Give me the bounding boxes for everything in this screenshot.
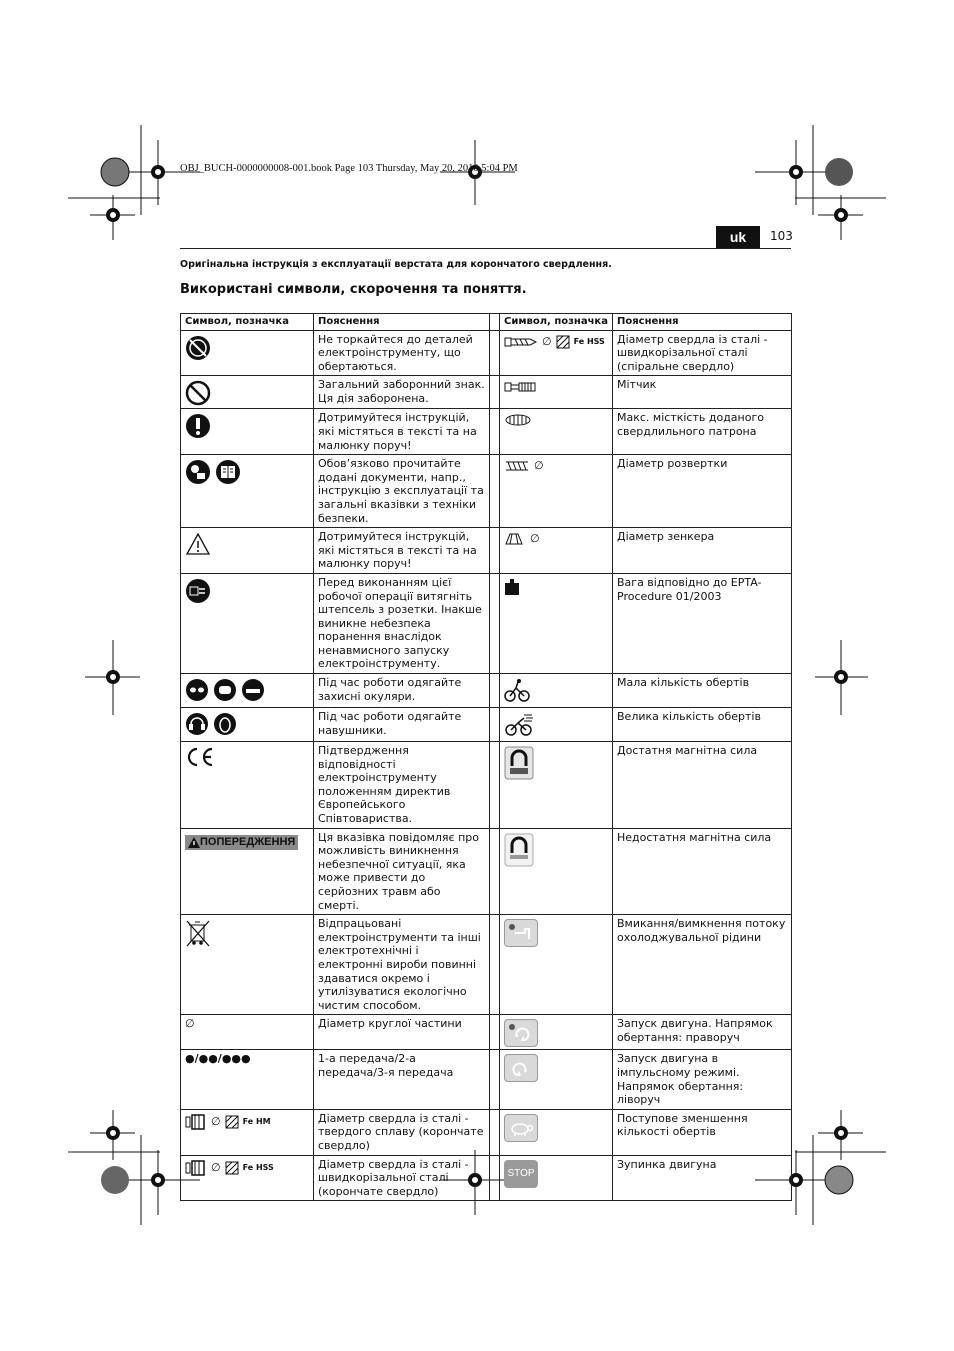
material-label: Fe HM [242,1116,271,1126]
magnet-insufficient-icon [504,833,534,867]
table-row [181,708,792,742]
explanation-text: Обов’язково прочитайте додані документи, напр., інструкцію з експлуатації та загальні вказівки з техніки безпеки. [314,455,490,528]
page-number: 103 [770,229,793,243]
document-subtitle: Оригінальна інструкція з експлуатації верстата для корончатого свердлення. [180,259,612,270]
explanation-text: Достатня магнітна сила [613,742,792,829]
table-row [181,828,792,915]
manual-book-icon [215,459,241,485]
material-icon [225,1161,239,1175]
stop-button-icon [504,1160,538,1188]
explanation-text: Діаметр свердла із сталі - швидкорізальної сталі (корончате свердло) [314,1155,490,1201]
tap-icon [504,380,538,394]
table-row [181,573,792,673]
book-info-line: OBJ_BUCH-0000000008-001.book Page 103 Thursday, May 20, 2010 5:04 PM [180,163,518,174]
coolant-tap-icon [507,922,535,944]
explanation-text: Відпрацьовані електроінструменти та інші електротехнічні і електронні вироби повинні здаватися окремо і утилізуватися екологічно чистим способом. [314,915,490,1015]
material-icon [225,1115,239,1129]
explanation-text: Запуск двигуна. Напрямок обертання: праворуч [613,1015,792,1050]
warning-badge-icon [185,835,298,851]
diameter-symbol: ∅ [542,334,552,348]
explanation-text: Макс. місткість доданого свердлильного патрона [613,409,792,455]
explanation-text: Дотримуйтеся інструкцій, які містяться в тексті та на малюнку поруч! [314,528,490,574]
explanation-text: Велика кількість обертів [613,708,792,742]
language-tab: uk [716,226,760,248]
twist-drill-icon [504,335,538,349]
diameter-symbol: ∅ [185,1017,195,1031]
symbols-table [180,313,792,1201]
start-ccw-button-icon [504,1054,538,1082]
reamer-icon [504,459,530,473]
table-row [181,528,792,574]
material-label: Fe HSS [242,1162,274,1172]
explanation-text: Діаметр зенкера [613,528,792,574]
weight-icon [504,578,520,596]
explanation-text: Перед виконанням цієї робочої операції витягніть штепсель з розетки. Інакше виникне небезпека поранення внаслідок ненавмисного запуску електроінструменту. [314,573,490,673]
column-gap [490,314,500,331]
table-row [181,742,792,829]
explanation-text: Діаметр свердла із сталі - твердого сплаву (корончате свердло) [314,1109,490,1155]
table-header-row [181,314,792,331]
header-rule [180,248,791,249]
mandatory-icon [185,413,211,439]
column-header-explanation: Пояснення [613,314,792,331]
explanation-text: Вага відповідно до EPTA-Procedure 01/2003 [613,573,792,673]
rotate-ccw-icon [507,1057,535,1079]
explanation-text: Діаметр розвертки [613,455,792,528]
no-touch-rotating-icon [185,335,211,361]
explanation-text: Поступове зменшення кількості обертів [613,1109,792,1155]
drill-chuck-icon [504,413,532,427]
fast-speed-icon [504,712,534,736]
explanation-text: Не торкайтеся до деталей електроінструменту, що обертаються. [314,330,490,376]
table-row [181,674,792,708]
core-drill-icon [185,1160,207,1176]
explanation-text: Недостатня магнітна сила [613,828,792,915]
material-icon [556,335,570,349]
table-row [181,1050,792,1109]
section-title: Використані символи, скорочення та поняття. [180,282,527,297]
column-header-explanation: Пояснення [314,314,490,331]
explanation-text: Діаметр круглої частини [314,1015,490,1050]
explanation-text: Загальний заборонний знак. Ця дія заборонена. [314,376,490,409]
explanation-text: Мітчик [613,376,792,409]
slow-speed-icon [504,678,530,702]
explanation-text: Запуск двигуна в імпульсному режимі. Напрямок обертання: ліворуч [613,1050,792,1109]
diameter-symbol: ∅ [211,1114,221,1128]
face-shield-icon [213,678,237,702]
table-row [181,455,792,528]
table-row [181,330,792,376]
explanation-text: Зупинка двигуна [613,1155,792,1201]
explanation-text: Ця вказівка повідомляє про можливість виникнення небезпечної ситуації, яка може привести до серйозних травм або смерті. [314,828,490,915]
core-drill-icon [185,1114,207,1130]
unplug-icon [185,578,211,604]
table-row [181,1015,792,1050]
safety-goggles-icon [185,678,209,702]
ear-protection-icon [185,712,209,736]
coolant-button-icon [504,919,538,947]
table-row [181,1155,792,1201]
prohibition-icon [185,380,211,406]
ear-muff-icon [213,712,237,736]
explanation-text: Діаметр свердла із сталі - швидкорізальної сталі (спіральне свердло) [613,330,792,376]
start-cw-button-icon [504,1019,538,1047]
material-label: Fe HSS [573,336,605,346]
weee-bin-icon [185,919,211,947]
table-row [181,409,792,455]
rotate-cw-icon [507,1022,535,1044]
table-row [181,1109,792,1155]
column-header-symbol: Символ, позначка [500,314,613,331]
explanation-text: Дотримуйтеся інструкцій, які містяться в тексті та на малюнку поруч! [314,409,490,455]
warning-triangle-icon [185,532,211,556]
column-header-symbol: Символ, позначка [181,314,314,331]
ce-mark-icon [185,746,215,768]
warning-badge-label: ПОПЕРЕДЖЕННЯ [200,835,296,848]
slow-reduce-button-icon [504,1114,538,1142]
explanation-text: Мала кількість обертів [613,674,792,708]
table-row [181,915,792,1015]
goggles-icon [241,678,265,702]
countersink-icon [504,532,526,546]
read-manual-icon [185,459,211,485]
explanation-text: 1-а передача/2-а передача/3-я передача [314,1050,490,1109]
diameter-symbol: ∅ [534,459,544,473]
table-row [181,376,792,409]
magnet-sufficient-icon [504,746,534,780]
warning-triangle-icon [188,837,200,848]
diameter-symbol: ∅ [530,532,540,546]
turtle-icon [507,1117,535,1139]
stop-label: STOP [507,1167,535,1179]
gear-dots-icon: ●/●●/●●● [185,1052,251,1066]
explanation-text: Під час роботи одягайте навушники. [314,708,490,742]
explanation-text: Під час роботи одягайте захисні окуляри. [314,674,490,708]
explanation-text: Вмикання/вимкнення потоку охолоджувальної рідини [613,915,792,1015]
explanation-text: Підтвердження відповідності електроінструменту положенням директив Європейського Співтовариства. [314,742,490,829]
diameter-symbol: ∅ [211,1160,221,1174]
